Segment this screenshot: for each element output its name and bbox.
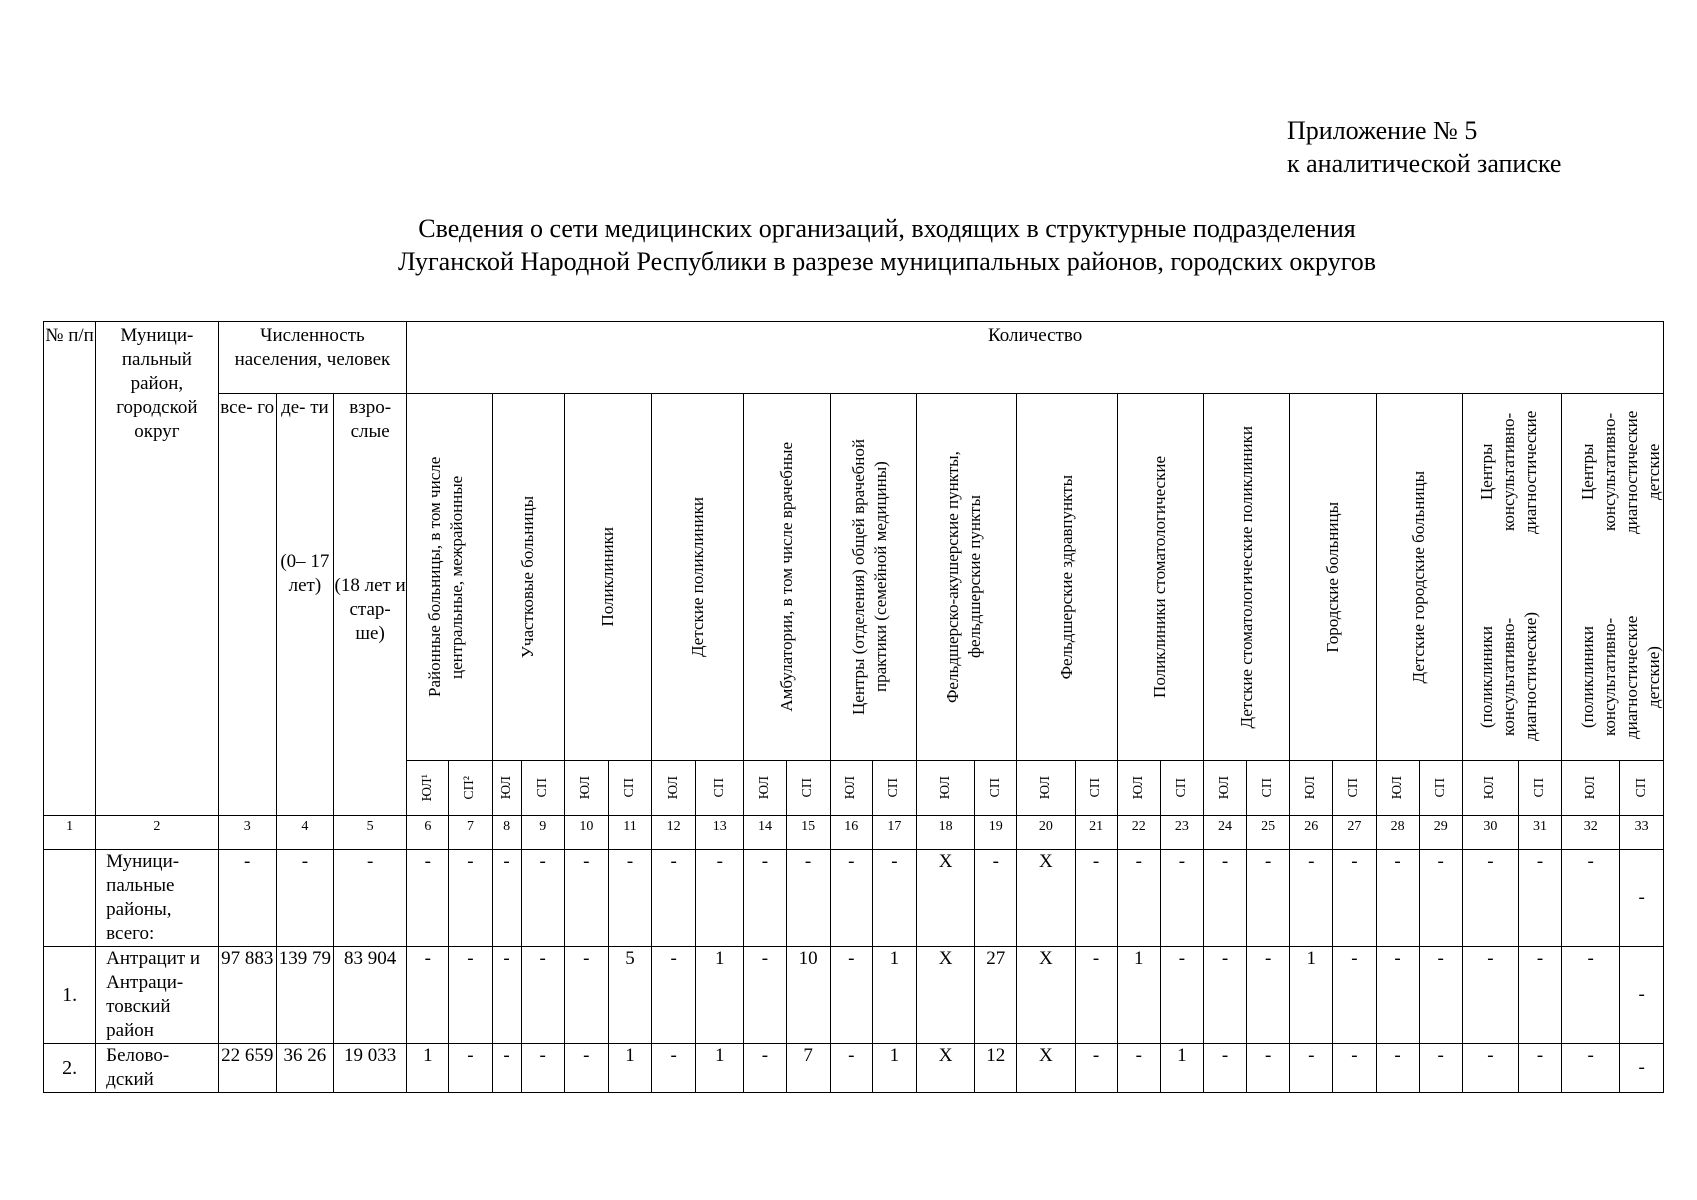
facility-count: - <box>1290 1044 1333 1093</box>
district-name: Белово- дский <box>96 1044 218 1093</box>
facility-count: - <box>521 1044 564 1093</box>
column-number: 29 <box>1419 816 1462 850</box>
column-number: 5 <box>334 816 407 850</box>
facility-count: - <box>449 947 492 1044</box>
column-number: 6 <box>407 816 449 850</box>
facility-count: - <box>1376 947 1419 1044</box>
facility-count: 1 <box>696 1044 744 1093</box>
category-child-dental-polyclinics: Детские стоматологические поликлиники <box>1203 394 1289 761</box>
table-row <box>44 947 1664 1044</box>
sub-header-sp: СП <box>786 761 830 816</box>
sub-header-sp: СП <box>1075 761 1117 816</box>
population-total: - <box>218 850 276 947</box>
sub-header-sp: СП <box>1419 761 1462 816</box>
facility-count: - <box>1247 947 1290 1044</box>
header-population: Численность населения, человек <box>218 322 407 394</box>
column-number: 23 <box>1160 816 1203 850</box>
facility-count: 1 <box>1117 947 1160 1044</box>
facility-count: - <box>1376 1044 1419 1093</box>
header-children-label: де- ти <box>281 397 329 418</box>
header-children-range: (0– 17 лет) <box>280 551 330 596</box>
sub-header-sp: СП <box>975 761 1017 816</box>
sub-header-sp: СП <box>1518 761 1561 816</box>
facility-count: - <box>1419 1044 1462 1093</box>
column-number: 14 <box>744 816 786 850</box>
sub-header-ul: ЮЛ <box>652 761 696 816</box>
row-number: 2. <box>44 1044 96 1093</box>
header-num: № п/п <box>44 322 96 816</box>
facility-count: - <box>1117 1044 1160 1093</box>
facility-count: - <box>1075 850 1117 947</box>
facility-count: - <box>1518 1044 1561 1093</box>
column-number: 13 <box>696 816 744 850</box>
category-dental-polyclinics: Поликлиники стоматологические <box>1117 394 1203 761</box>
sub-header-sp: СП <box>696 761 744 816</box>
table-row <box>44 850 1664 947</box>
category-city-hospitals: Городские больницы <box>1290 394 1376 761</box>
category-child-diagnostic-centers <box>1562 394 1664 761</box>
sub-header-ul: ЮЛ <box>1117 761 1160 816</box>
sub-header-ul: ЮЛ <box>1017 761 1075 816</box>
cdc-note: (поликлиники консультативно- диагностические) <box>1476 612 1540 742</box>
column-number: 25 <box>1247 816 1290 850</box>
facility-count: - <box>1075 947 1117 1044</box>
column-number: 7 <box>449 816 492 850</box>
facility-count: 1 <box>872 1044 916 1093</box>
district-name: Антрацит и Антраци- товский район <box>96 947 218 1044</box>
column-number: 16 <box>830 816 872 850</box>
population-adults: 83 904 <box>334 947 407 1044</box>
column-number: 8 <box>492 816 521 850</box>
sub-header-ul: ЮЛ <box>1562 761 1620 816</box>
facility-count: 1 <box>407 1044 449 1093</box>
facility-count: - <box>1160 850 1203 947</box>
facility-count: - <box>1518 947 1561 1044</box>
facility-count: - <box>872 850 916 947</box>
row-number: 1. <box>44 947 96 1044</box>
facility-count: 27 <box>975 947 1017 1044</box>
column-number: 26 <box>1290 816 1333 850</box>
facility-count: 1 <box>1290 947 1333 1044</box>
cdc-child-note: (поликлиники консультативно- диагностические детские) <box>1577 615 1663 739</box>
facility-count: - <box>744 850 786 947</box>
facility-count: - <box>1562 947 1620 1044</box>
facility-count: X <box>1017 850 1075 947</box>
facility-count: X <box>916 850 974 947</box>
category-child-city-hospitals: Детские городские больницы <box>1376 394 1462 761</box>
facility-count: X <box>1017 947 1075 1044</box>
column-number: 21 <box>1075 816 1117 850</box>
category-rural-hospitals: Участковые больницы <box>492 394 564 761</box>
facility-count: - <box>1333 947 1376 1044</box>
facility-count: X <box>916 1044 974 1093</box>
sub-header-ul: ЮЛ¹ <box>407 761 449 816</box>
title-line-2: Луганской Народной Республики в разрезе муниципальных районов, городских округов <box>398 247 1376 276</box>
facility-count: - <box>652 947 696 1044</box>
column-number: 10 <box>564 816 608 850</box>
category-child-polyclinics: Детские поликлиники <box>652 394 744 761</box>
facility-count: 7 <box>786 1044 830 1093</box>
facility-count: - <box>830 850 872 947</box>
facility-count: - <box>1247 850 1290 947</box>
sub-header-ul: ЮЛ <box>1462 761 1518 816</box>
district-name: Муници- пальные районы, всего: <box>96 850 218 947</box>
document-title <box>0 212 1697 278</box>
sub-header-sp: СП² <box>449 761 492 816</box>
sub-header-ul: ЮЛ <box>1203 761 1246 816</box>
sub-header-sp: СП <box>872 761 916 816</box>
column-number: 28 <box>1376 816 1419 850</box>
cdc-child-label: Центры консультативно- диагностические детские <box>1577 410 1663 534</box>
population-children: 139 79 <box>276 947 333 1044</box>
facility-count: - <box>564 947 608 1044</box>
facility-count: - <box>1462 947 1518 1044</box>
facility-count: - <box>492 1044 521 1093</box>
facility-count: - <box>1376 850 1419 947</box>
facility-count: - <box>652 1044 696 1093</box>
title-line-1: Сведения о сети медицинских организаций, входящих в структурные подразделения <box>418 214 1356 243</box>
cdc-label: Центры консультативно- диагностические <box>1476 410 1540 534</box>
facility-count: 1 <box>1160 1044 1203 1093</box>
category-gp-centers: Центры (отделения) общей врачебной практики (семейной медицины) <box>830 394 916 761</box>
sub-header-sp: СП <box>608 761 651 816</box>
sub-header-ul: ЮЛ <box>1290 761 1333 816</box>
appendix-line-2: к аналитической записке <box>1287 149 1562 178</box>
column-number: 19 <box>975 816 1017 850</box>
facility-count: - <box>1620 850 1664 947</box>
column-number: 33 <box>1620 816 1664 850</box>
column-number: 24 <box>1203 816 1246 850</box>
sub-header-sp: СП <box>1333 761 1376 816</box>
facility-count: - <box>1562 1044 1620 1093</box>
column-number: 11 <box>608 816 651 850</box>
facility-count: - <box>1333 850 1376 947</box>
column-number: 1 <box>44 816 96 850</box>
population-total: 22 659 <box>218 1044 276 1093</box>
sub-header-sp: СП <box>1247 761 1290 816</box>
facility-count: - <box>786 850 830 947</box>
population-adults: - <box>334 850 407 947</box>
facility-count: X <box>1017 1044 1075 1093</box>
facility-count: - <box>1462 1044 1518 1093</box>
facility-count: - <box>1203 850 1246 947</box>
sub-header-sp: СП <box>1620 761 1664 816</box>
sub-header-sp: СП <box>521 761 564 816</box>
population-adults: 19 033 <box>334 1044 407 1093</box>
facility-count: - <box>449 850 492 947</box>
category-diagnostic-centers <box>1462 394 1561 761</box>
facility-count: - <box>1203 947 1246 1044</box>
facility-count: - <box>608 850 651 947</box>
facility-count: - <box>449 1044 492 1093</box>
facility-count: - <box>830 1044 872 1093</box>
sub-header-ul: ЮЛ <box>564 761 608 816</box>
category-feldsher-health-posts: Фельдшерские здравпункты <box>1017 394 1117 761</box>
column-number: 31 <box>1518 816 1561 850</box>
facility-count: 1 <box>872 947 916 1044</box>
column-number: 9 <box>521 816 564 850</box>
header-adults <box>334 394 407 816</box>
category-polyclinics: Поликлиники <box>564 394 651 761</box>
facility-count: 10 <box>786 947 830 1044</box>
facility-count: - <box>521 947 564 1044</box>
facility-count: 1 <box>608 1044 651 1093</box>
facility-count: - <box>1160 947 1203 1044</box>
population-total: 97 883 <box>218 947 276 1044</box>
facility-count: - <box>492 850 521 947</box>
facility-count: - <box>1562 850 1620 947</box>
sub-header-ul: ЮЛ <box>744 761 786 816</box>
sub-header-ul: ЮЛ <box>1376 761 1419 816</box>
facility-count: 12 <box>975 1044 1017 1093</box>
facility-count: - <box>975 850 1017 947</box>
facility-count: - <box>564 850 608 947</box>
facility-count: - <box>1620 947 1664 1044</box>
header-quantity: Количество <box>407 322 1664 394</box>
population-children: - <box>276 850 333 947</box>
sub-header-sp: СП <box>1160 761 1203 816</box>
column-number-row <box>44 816 1664 850</box>
category-ambulatories: Амбулатории, в том числе врачебные <box>744 394 830 761</box>
facility-count: - <box>521 850 564 947</box>
category-district-hospitals: Районные больницы, в том числе центральные, межрайонные <box>407 394 492 761</box>
column-number: 17 <box>872 816 916 850</box>
facility-count: - <box>652 850 696 947</box>
facility-count: - <box>1620 1044 1664 1093</box>
facility-count: 5 <box>608 947 651 1044</box>
facility-count: - <box>830 947 872 1044</box>
facility-count: - <box>1333 1044 1376 1093</box>
facility-count: - <box>564 1044 608 1093</box>
header-adults-label: взро- слые <box>349 397 392 442</box>
header-children <box>276 394 333 816</box>
table-row <box>44 1044 1664 1093</box>
column-number: 27 <box>1333 816 1376 850</box>
facility-count: - <box>1419 947 1462 1044</box>
column-number: 3 <box>218 816 276 850</box>
facility-count: - <box>1075 1044 1117 1093</box>
header-district: Муници- пальный район, городской округ <box>96 322 218 816</box>
facility-count: - <box>744 947 786 1044</box>
column-number: 12 <box>652 816 696 850</box>
facility-count: - <box>1419 850 1462 947</box>
facility-count: X <box>916 947 974 1044</box>
appendix-note <box>1287 114 1561 180</box>
appendix-line-1: Приложение № 5 <box>1287 116 1478 145</box>
sub-header-ul: ЮЛ <box>916 761 974 816</box>
column-number: 30 <box>1462 816 1518 850</box>
facility-count: - <box>1462 850 1518 947</box>
facility-count: - <box>1117 850 1160 947</box>
facility-count: - <box>1518 850 1561 947</box>
sub-header-ul: ЮЛ <box>492 761 521 816</box>
column-number: 22 <box>1117 816 1160 850</box>
medical-network-table <box>43 321 1664 1093</box>
column-number: 18 <box>916 816 974 850</box>
sub-header-ul: ЮЛ <box>830 761 872 816</box>
column-number: 4 <box>276 816 333 850</box>
column-number: 32 <box>1562 816 1620 850</box>
facility-count: - <box>1247 1044 1290 1093</box>
column-number: 15 <box>786 816 830 850</box>
column-number: 20 <box>1017 816 1075 850</box>
facility-count: - <box>407 850 449 947</box>
facility-count: - <box>492 947 521 1044</box>
header-adults-range: (18 лет и стар- ше) <box>334 575 406 644</box>
facility-count: 1 <box>696 947 744 1044</box>
facility-count: - <box>1290 850 1333 947</box>
column-number: 2 <box>96 816 218 850</box>
category-feldsher-points: Фельдшерско-акушерские пункты, фельдшерские пункты <box>916 394 1016 761</box>
population-children: 36 26 <box>276 1044 333 1093</box>
facility-count: - <box>407 947 449 1044</box>
facility-count: - <box>744 1044 786 1093</box>
facility-count: - <box>1203 1044 1246 1093</box>
row-number <box>44 850 96 947</box>
header-total: все- го <box>218 394 276 816</box>
facility-count: - <box>696 850 744 947</box>
